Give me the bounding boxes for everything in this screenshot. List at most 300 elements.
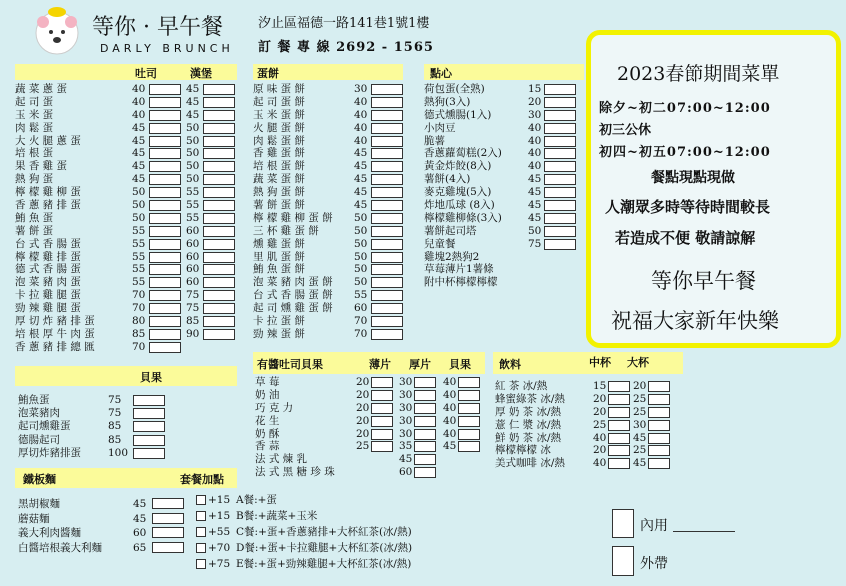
order-checkbox[interactable] bbox=[371, 84, 403, 95]
order-checkbox[interactable] bbox=[371, 403, 393, 414]
price: 85 bbox=[108, 420, 122, 433]
order-checkbox[interactable] bbox=[608, 458, 630, 469]
order-checkbox[interactable] bbox=[133, 435, 165, 446]
order-checkbox[interactable] bbox=[608, 381, 630, 392]
order-checkbox[interactable] bbox=[203, 303, 235, 314]
item-name: 蔬 菜 蔥 蛋 bbox=[15, 83, 68, 95]
combo-checkbox[interactable] bbox=[196, 527, 206, 537]
item-name: 薯 餅 蛋 bbox=[15, 224, 54, 237]
notice-line3: 初四~初五07:00~12:00 bbox=[599, 145, 771, 160]
menu-item-row bbox=[15, 512, 215, 527]
thick-price: 35 bbox=[399, 440, 413, 453]
menu-item-row bbox=[253, 173, 413, 186]
burger-price: 45 bbox=[186, 95, 200, 108]
large-price: 25 bbox=[633, 392, 647, 405]
menu-item-row bbox=[15, 186, 245, 199]
menu-item-row bbox=[15, 199, 245, 212]
menu-item-row bbox=[15, 394, 215, 407]
order-checkbox[interactable] bbox=[149, 200, 181, 211]
medium-price: 40 bbox=[593, 431, 607, 444]
item-name: 鮪 魚 蛋 餅 bbox=[253, 263, 306, 276]
menu-item-row bbox=[424, 147, 584, 160]
order-checkbox[interactable] bbox=[371, 161, 403, 172]
bagel-list bbox=[15, 394, 215, 460]
toast-price: 45 bbox=[132, 160, 146, 173]
menu-item-row bbox=[15, 251, 245, 264]
item-name: 檸 檬 雞 柳 蛋 bbox=[15, 186, 81, 199]
order-checkbox[interactable] bbox=[371, 290, 403, 301]
order-checkbox[interactable] bbox=[648, 420, 670, 431]
bagel-price: 40 bbox=[443, 376, 457, 388]
notice-line1: 除夕~初二07:00~12:00 bbox=[599, 101, 771, 116]
order-checkbox[interactable] bbox=[544, 148, 576, 159]
menu-item-row bbox=[253, 109, 413, 122]
item-name: 熱 狗 蛋 餅 bbox=[253, 186, 306, 199]
order-checkbox[interactable] bbox=[133, 408, 165, 419]
drink-list bbox=[493, 380, 693, 470]
menu-item-row bbox=[15, 173, 245, 186]
takeout-checkbox[interactable] bbox=[612, 546, 634, 576]
item-name: 起 司 蛋 餅 bbox=[253, 95, 306, 108]
price: 55 bbox=[354, 289, 368, 302]
menu-item-row bbox=[253, 440, 493, 453]
item-name: 香 蒜 bbox=[255, 440, 280, 453]
order-checkbox[interactable] bbox=[544, 97, 576, 108]
order-checkbox[interactable] bbox=[371, 303, 403, 314]
order-checkbox[interactable] bbox=[203, 200, 235, 211]
toast-price: 70 bbox=[132, 340, 146, 353]
order-checkbox[interactable] bbox=[544, 239, 576, 250]
order-checkbox[interactable] bbox=[203, 329, 235, 340]
order-checkbox[interactable] bbox=[133, 421, 165, 432]
order-checkbox[interactable] bbox=[414, 454, 436, 465]
order-checkbox[interactable] bbox=[414, 377, 436, 388]
item-name: 兒童餐 bbox=[424, 237, 456, 250]
price: 50 bbox=[528, 224, 542, 237]
order-checkbox[interactable] bbox=[149, 342, 181, 353]
item-name: 香蔥蘿蔔糕(2入) bbox=[424, 147, 502, 160]
combo-checkbox[interactable] bbox=[196, 543, 206, 553]
medium-price: 40 bbox=[593, 457, 607, 470]
order-checkbox[interactable] bbox=[149, 303, 181, 314]
large-price: 25 bbox=[633, 405, 647, 418]
menu-item-row bbox=[253, 83, 413, 96]
order-checkbox[interactable] bbox=[149, 316, 181, 327]
item-name: 厚切炸豬排蛋 bbox=[18, 446, 81, 459]
order-checkbox[interactable] bbox=[608, 445, 630, 456]
menu-item-row bbox=[424, 109, 584, 122]
menu-item-row bbox=[424, 83, 584, 96]
order-checkbox[interactable] bbox=[544, 110, 576, 121]
order-checkbox[interactable] bbox=[149, 213, 181, 224]
price: 75 bbox=[108, 394, 122, 406]
price: 40 bbox=[528, 147, 542, 160]
order-checkbox[interactable] bbox=[152, 542, 184, 553]
order-checkbox[interactable] bbox=[371, 277, 403, 288]
thin-price: 20 bbox=[356, 427, 370, 440]
menu-item-row bbox=[253, 122, 413, 135]
order-checkbox[interactable] bbox=[203, 277, 235, 288]
iron-list bbox=[15, 497, 215, 555]
menu-item-row bbox=[15, 212, 245, 225]
order-checkbox[interactable] bbox=[371, 416, 393, 427]
menu-item-row bbox=[493, 380, 693, 393]
medium-price: 20 bbox=[593, 405, 607, 418]
combo-price: +55 bbox=[208, 526, 231, 538]
toast-price: 55 bbox=[132, 224, 146, 237]
order-checkbox[interactable] bbox=[458, 429, 480, 440]
order-checkbox[interactable] bbox=[458, 416, 480, 427]
price: 45 bbox=[528, 211, 542, 224]
order-checkbox[interactable] bbox=[149, 239, 181, 250]
combo-checkbox[interactable] bbox=[196, 511, 206, 521]
order-checkbox[interactable] bbox=[371, 316, 403, 327]
item-name: 卡 拉 蛋 餅 bbox=[253, 315, 306, 328]
price: 60 bbox=[354, 302, 368, 315]
order-checkbox[interactable] bbox=[371, 252, 403, 263]
item-name: 泡 菜 豬 肉 蛋 bbox=[15, 276, 81, 289]
snack-title: 點心 bbox=[430, 67, 452, 80]
item-name: 黑胡椒麵 bbox=[18, 498, 60, 510]
takeout-label: 外帶 bbox=[640, 556, 668, 572]
order-checkbox[interactable] bbox=[458, 390, 480, 401]
bagel-price: 40 bbox=[443, 388, 457, 401]
item-name: 德腸起司 bbox=[18, 433, 60, 446]
menu-item-row bbox=[493, 419, 693, 432]
burger-price: 50 bbox=[186, 147, 200, 160]
order-checkbox[interactable] bbox=[203, 97, 235, 108]
toast-price: 40 bbox=[132, 108, 146, 121]
order-checkbox[interactable] bbox=[149, 161, 181, 172]
order-checkbox[interactable] bbox=[371, 97, 403, 108]
price: 60 bbox=[133, 527, 147, 539]
menu-item-row bbox=[253, 328, 413, 341]
medium-price: 20 bbox=[593, 444, 607, 457]
menu-item-row bbox=[424, 263, 584, 276]
order-checkbox[interactable] bbox=[149, 97, 181, 108]
menu-item-row bbox=[253, 415, 493, 428]
item-name: 起 司 蛋 bbox=[15, 95, 54, 108]
thick-price: 30 bbox=[399, 414, 413, 427]
item-name: 蘑菇麵 bbox=[18, 512, 50, 525]
order-checkbox[interactable] bbox=[371, 213, 403, 224]
item-name: 奶 油 bbox=[255, 388, 280, 401]
order-checkbox[interactable] bbox=[371, 390, 393, 401]
menu-item-row bbox=[253, 212, 413, 225]
combo-row bbox=[196, 540, 456, 556]
item-name: 附中杯檸檬檸檬 bbox=[424, 276, 498, 289]
order-checkbox[interactable] bbox=[203, 252, 235, 263]
order-checkbox[interactable] bbox=[371, 187, 403, 198]
item-name: 德式燻腸(1入) bbox=[424, 108, 492, 121]
order-checkbox[interactable] bbox=[203, 123, 235, 134]
menu-item-row bbox=[15, 83, 245, 96]
order-checkbox[interactable] bbox=[152, 498, 184, 509]
order-checkbox[interactable] bbox=[371, 377, 393, 388]
dog-logo-icon bbox=[32, 6, 82, 56]
order-checkbox[interactable] bbox=[544, 123, 576, 134]
order-checkbox[interactable] bbox=[414, 403, 436, 414]
menu-item-row bbox=[15, 497, 215, 512]
menu-item-row bbox=[253, 389, 493, 402]
toast-price: 55 bbox=[132, 250, 146, 263]
order-checkbox[interactable] bbox=[371, 239, 403, 250]
menu-item-row bbox=[15, 420, 215, 433]
order-checkbox[interactable] bbox=[458, 377, 480, 388]
burger-price: 50 bbox=[186, 134, 200, 147]
item-name: 檸 檬 雞 柳 蛋 餅 bbox=[253, 211, 333, 224]
combo-desc: D餐:+蛋+卡拉雞腿+大杯紅茶(冰/熱) bbox=[236, 542, 413, 554]
price: 70 bbox=[354, 315, 368, 328]
combo-price: +75 bbox=[208, 558, 231, 570]
order-checkbox[interactable] bbox=[371, 441, 393, 452]
phone: 訂 餐 專 線 2692 - 1565 bbox=[258, 40, 434, 55]
menu-item-row bbox=[424, 225, 584, 238]
order-checkbox[interactable] bbox=[152, 513, 184, 524]
item-name: 起司燻雞蛋 bbox=[18, 420, 71, 433]
order-checkbox[interactable] bbox=[149, 264, 181, 275]
price: 75 bbox=[528, 237, 542, 250]
burger-price: 60 bbox=[186, 263, 200, 276]
order-checkbox[interactable] bbox=[149, 148, 181, 159]
notice-line6: 若造成不便 敬請諒解 bbox=[615, 229, 756, 247]
menu-item-row bbox=[424, 199, 584, 212]
order-checkbox[interactable] bbox=[371, 200, 403, 211]
order-checkbox[interactable] bbox=[133, 395, 165, 406]
price: 40 bbox=[354, 108, 368, 121]
address: 汐止區福德一路141巷1號1樓 bbox=[258, 16, 430, 31]
price: 45 bbox=[133, 512, 147, 525]
item-name: 台 式 香 腸 蛋 bbox=[15, 237, 81, 250]
order-checkbox[interactable] bbox=[203, 226, 235, 237]
order-checkbox[interactable] bbox=[371, 136, 403, 147]
toast-price: 55 bbox=[132, 237, 146, 250]
order-checkbox[interactable] bbox=[133, 448, 165, 459]
item-name: 法 式 煉 乳 bbox=[255, 453, 308, 466]
price: 40 bbox=[354, 121, 368, 134]
order-checkbox[interactable] bbox=[149, 174, 181, 185]
order-checkbox[interactable] bbox=[648, 445, 670, 456]
menu-item-row bbox=[15, 263, 245, 276]
order-checkbox[interactable] bbox=[458, 403, 480, 414]
menu-item-row bbox=[253, 263, 413, 276]
burger-price: 75 bbox=[186, 289, 200, 302]
price: 50 bbox=[354, 276, 368, 289]
order-checkbox[interactable] bbox=[371, 123, 403, 134]
large-price: 45 bbox=[633, 431, 647, 444]
item-name: 義大利肉醬麵 bbox=[18, 527, 81, 539]
menu-item-row bbox=[15, 541, 215, 556]
menu-item-row bbox=[15, 147, 245, 160]
order-checkbox[interactable] bbox=[414, 416, 436, 427]
thin-price: 20 bbox=[356, 388, 370, 401]
menu-item-row bbox=[15, 160, 245, 173]
menu-item-row bbox=[253, 428, 493, 441]
item-name: 勁 辣 蛋 餅 bbox=[253, 327, 306, 340]
price: 45 bbox=[354, 186, 368, 199]
order-checkbox[interactable] bbox=[371, 264, 403, 275]
large-price: 25 bbox=[633, 444, 647, 457]
menu-item-row bbox=[253, 466, 493, 479]
order-checkbox[interactable] bbox=[414, 390, 436, 401]
menu-item-row bbox=[15, 407, 215, 420]
menu-item-row bbox=[424, 238, 584, 251]
order-checkbox[interactable] bbox=[608, 394, 630, 405]
item-name: 培 根 蛋 餅 bbox=[253, 160, 306, 173]
menu-item-row bbox=[15, 122, 245, 135]
toast-price: 70 bbox=[132, 289, 146, 302]
item-name: 果 香 雞 蛋 bbox=[15, 160, 68, 173]
item-name: 原 味 蛋 餅 bbox=[253, 83, 306, 95]
order-checkbox[interactable] bbox=[648, 381, 670, 392]
menu-item-row bbox=[253, 225, 413, 238]
order-checkbox[interactable] bbox=[544, 187, 576, 198]
order-checkbox[interactable] bbox=[149, 110, 181, 121]
order-checkbox[interactable] bbox=[648, 433, 670, 444]
order-checkbox[interactable] bbox=[203, 239, 235, 250]
order-checkbox[interactable] bbox=[149, 187, 181, 198]
order-checkbox[interactable] bbox=[149, 136, 181, 147]
item-name: 熱狗(3入) bbox=[424, 95, 471, 108]
menu-item-row bbox=[493, 393, 693, 406]
item-name: 培 根 蛋 bbox=[15, 147, 54, 160]
order-checkbox[interactable] bbox=[544, 161, 576, 172]
price: 45 bbox=[354, 147, 368, 160]
thick-price: 60 bbox=[399, 466, 413, 479]
order-checkbox[interactable] bbox=[371, 148, 403, 159]
item-name: 火 腿 蛋 餅 bbox=[253, 121, 306, 134]
price: 40 bbox=[528, 121, 542, 134]
menu-item-row bbox=[15, 328, 245, 341]
order-checkbox[interactable] bbox=[149, 84, 181, 95]
item-name: 紅 茶 冰/熱 bbox=[495, 380, 548, 392]
order-checkbox[interactable] bbox=[152, 527, 184, 538]
order-checkbox[interactable] bbox=[414, 467, 436, 478]
burger-price: 60 bbox=[186, 237, 200, 250]
order-checkbox[interactable] bbox=[149, 226, 181, 237]
burger-price: 85 bbox=[186, 315, 200, 328]
toast-price: 45 bbox=[132, 173, 146, 186]
order-checkbox[interactable] bbox=[203, 136, 235, 147]
order-checkbox[interactable] bbox=[203, 290, 235, 301]
order-checkbox[interactable] bbox=[544, 84, 576, 95]
order-checkbox[interactable] bbox=[149, 123, 181, 134]
order-checkbox[interactable] bbox=[371, 110, 403, 121]
order-checkbox[interactable] bbox=[203, 187, 235, 198]
menu-item-row bbox=[15, 225, 245, 238]
order-checkbox[interactable] bbox=[608, 420, 630, 431]
combo-checkbox[interactable] bbox=[196, 495, 206, 505]
dine-in-checkbox[interactable] bbox=[612, 509, 634, 538]
order-checkbox[interactable] bbox=[458, 441, 480, 452]
burger-price: 45 bbox=[186, 108, 200, 121]
order-checkbox[interactable] bbox=[203, 316, 235, 327]
item-name: 薏 仁 漿 冰/熱 bbox=[495, 418, 562, 431]
order-checkbox[interactable] bbox=[648, 407, 670, 418]
order-checkbox[interactable] bbox=[149, 290, 181, 301]
thick-price: 45 bbox=[399, 453, 413, 466]
order-checkbox[interactable] bbox=[149, 329, 181, 340]
order-checkbox[interactable] bbox=[371, 329, 403, 340]
order-checkbox[interactable] bbox=[203, 264, 235, 275]
item-name: 鮮 奶 茶 冰/熱 bbox=[495, 431, 562, 444]
toast-price: 50 bbox=[132, 211, 146, 224]
combo-checkbox[interactable] bbox=[196, 559, 206, 569]
order-checkbox[interactable] bbox=[648, 458, 670, 469]
menu-item-row bbox=[424, 173, 584, 186]
thin-price: 25 bbox=[356, 440, 370, 453]
order-checkbox[interactable] bbox=[648, 394, 670, 405]
order-checkbox[interactable] bbox=[371, 226, 403, 237]
price: 85 bbox=[108, 433, 122, 446]
medium-price: 25 bbox=[593, 418, 607, 431]
menu-item-row bbox=[493, 444, 693, 457]
item-name: 草 莓 bbox=[255, 376, 280, 388]
order-checkbox[interactable] bbox=[544, 136, 576, 147]
item-name: 里 肌 蛋 餅 bbox=[253, 250, 306, 263]
bagel-price: 40 bbox=[443, 427, 457, 440]
order-checkbox[interactable] bbox=[544, 226, 576, 237]
order-checkbox[interactable] bbox=[544, 174, 576, 185]
egg-title: 蛋餅 bbox=[257, 67, 279, 80]
order-checkbox[interactable] bbox=[149, 252, 181, 263]
notice-line4: 餐點現點現做 bbox=[651, 170, 735, 186]
order-checkbox[interactable] bbox=[544, 200, 576, 211]
price: 50 bbox=[354, 211, 368, 224]
notice-line5: 人潮眾多時等待時間較長 bbox=[605, 198, 771, 216]
item-name: 熱 狗 蛋 bbox=[15, 173, 54, 186]
snack-list bbox=[424, 83, 584, 289]
order-checkbox[interactable] bbox=[203, 84, 235, 95]
order-checkbox[interactable] bbox=[203, 174, 235, 185]
spread-title: 有醬吐司貝果 bbox=[257, 358, 323, 371]
order-checkbox[interactable] bbox=[608, 433, 630, 444]
order-checkbox[interactable] bbox=[414, 429, 436, 440]
order-checkbox[interactable] bbox=[203, 148, 235, 159]
item-name: 檸 檬 雞 排 蛋 bbox=[15, 250, 81, 263]
order-checkbox[interactable] bbox=[203, 161, 235, 172]
order-checkbox[interactable] bbox=[371, 429, 393, 440]
order-checkbox[interactable] bbox=[203, 110, 235, 121]
item-name: 薯餅起司塔 bbox=[424, 224, 477, 237]
burger-price: 75 bbox=[186, 302, 200, 315]
burger-price: 50 bbox=[186, 121, 200, 134]
order-checkbox[interactable] bbox=[203, 213, 235, 224]
price: 30 bbox=[354, 83, 368, 95]
order-checkbox[interactable] bbox=[371, 174, 403, 185]
store-name: 等你 · 早午餐 bbox=[92, 15, 223, 40]
item-name: 脆薯 bbox=[424, 134, 445, 147]
egg-list bbox=[253, 83, 413, 341]
menu-item-row bbox=[15, 434, 215, 447]
order-checkbox[interactable] bbox=[544, 213, 576, 224]
item-name: 玉 米 蛋 餅 bbox=[253, 108, 306, 121]
order-checkbox[interactable] bbox=[414, 441, 436, 452]
bagel-price: 40 bbox=[443, 401, 457, 414]
notice-line2: 初三公休 bbox=[599, 123, 652, 138]
price: 40 bbox=[354, 95, 368, 108]
item-name: 雞塊2熱狗2 bbox=[424, 250, 480, 263]
toast-col-label: 吐司 bbox=[135, 67, 157, 80]
item-name: 肉 鬆 蛋 bbox=[15, 121, 54, 134]
order-checkbox[interactable] bbox=[608, 407, 630, 418]
menu-item-row bbox=[253, 96, 413, 109]
combo-row bbox=[196, 556, 456, 572]
menu-item-row bbox=[253, 315, 413, 328]
brand-english: DARLY BRUNCH bbox=[100, 42, 234, 55]
thick-price: 30 bbox=[399, 376, 413, 388]
order-checkbox[interactable] bbox=[149, 277, 181, 288]
